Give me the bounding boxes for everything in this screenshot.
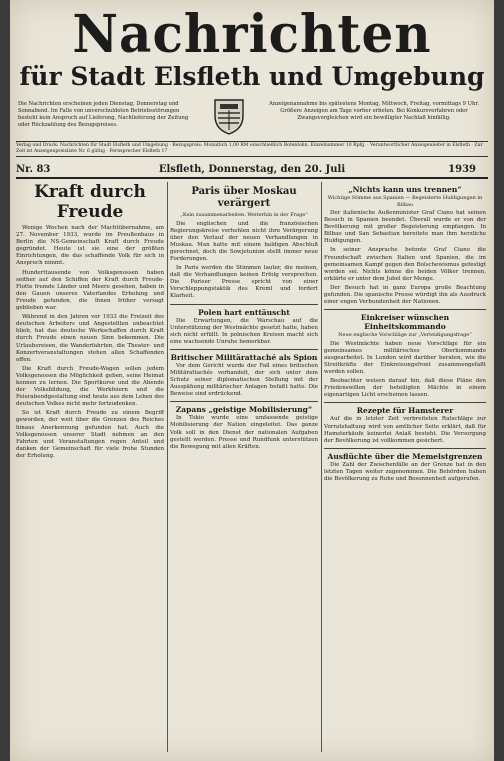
article-paragraph: Vor dem Gericht wurde der Fall eines britischen Militärattachés verhandelt, der sich unter dem Schutz seiner diplomatischen Stellung mit der Ausspähung militärischer Anlagen befaßt hatte. Die Beweise sind erdrückend. (170, 362, 318, 398)
article-paragraph: Die Erwartungen, die Warschau auf die Unterstützung der Westmächte gesetzt hatte, haben sich nicht erfüllt. In polnischen Kreisen macht sich eine wachsende Unruhe bemerkbar. (170, 317, 318, 345)
headline-nichts-kann-uns-trennen: „Nichts kann uns trennen“ (348, 185, 462, 194)
column-rule (167, 182, 168, 752)
subheadline: Wichtige Stimme aus Spanien — Begeisterte Huldigungen in Bilbao (327, 195, 483, 208)
headline-polen: Polen hart enttäuscht (198, 307, 290, 317)
town-crest-icon (212, 96, 246, 136)
divider (170, 401, 318, 402)
divider (170, 349, 318, 350)
article-paragraph: Hunderttausende von Volksgenossen haben seither auf den Schiffen der Kraft durch Freude-Flotte fremde Länder und Meere gesehen, haben in den Gauen unseres Vaterlandes Erholung und Freude gefunden, die ihnen früher versagt geblieben war. (16, 269, 164, 312)
article-paragraph: In seiner Ansprache betonte Graf Ciano die Freundschaft zwischen Italien und Spanien, die im gemeinsamen Kampf gegen den Bolschewismus gefestigt worden sei. Nichts könne die beiden Völker trennen, erklärte er unter dem Jubel der Menge. (324, 247, 486, 282)
article-paragraph: Der Besuch hat in ganz Europa große Beachtung gefunden. Die spanische Presse würdigt ihn als Ausdruck einer engen Verbundenheit der Nationen. (324, 284, 486, 306)
article-paragraph: In Tokio wurde eine umfassende geistige Mobilisierung der Nation eingeleitet. Das ganze Volk soll in den Dienst der nationalen Aufgaben gestellt werden. Presse und Rundfunk unterstützen die Bewegung mit allen Kräften. (170, 415, 318, 450)
headline-memelgrenzen: Ausflüchte über die Memelstgrenzen (327, 451, 483, 461)
info-box-left: Die Nachrichten erscheinen jeden Dienstag, Donnerstag und Sonnabend. Im Falle von unverschuldeten Betriebsstörungen besteht kein Anspruch auf Lieferung, Nachlieferung der Zeitung oder Rückzahlung des Bezugspreises. (18, 101, 189, 128)
article-paragraph: Die Westmächte haben neue Vorschläge für ein gemeinsames militärisches Oberkommando ausgearbeitet. In London wird darüber beraten, wie die Streitkräfte der Einkreisungsfront zusammengefaßt werden sollen. (324, 340, 486, 376)
article-paragraph: Die Zahl der Zwischenfälle an der Grenze hat in den letzten Tagen weiter zugenommen. Die Behörden haben die Bevölkerung zu Ruhe und Besonnenheit aufgerufen. (324, 461, 486, 483)
column-2 (170, 182, 318, 752)
issue-number: Nr. 83 (16, 164, 51, 175)
headline-militaerattache: Britischer Militärattaché als Spion (170, 352, 318, 362)
divider (324, 448, 486, 449)
article-paragraph: Der italienische Außenminister Graf Ciano hat seinen Besuch in Spanien beendet. Überall wurde er von der Bevölkerung mit großer Begeisterung empfangen. In Bilbao und San Sebastian bereitete man ihm herzliche Huldigungen. (324, 210, 486, 245)
article-paragraph: Beobachter weisen darauf hin, daß diese Pläne den Friedenswillen der beteiligten Mächte in einem eigenartigen Licht erscheinen lassen. (324, 378, 486, 399)
headline-einheitskommando: Einkreiser wünschen Einheitskommando (360, 313, 450, 332)
article-paragraph: Wenige Wochen nach der Machtübernahme, am 27. November 1933, wurde im Preußenhaus in Berlin die NS-Gemeinschaft Kraft durch Freude gegründet. Heute ist sie eine der größten Einrichtungen, die das schaffende Volk für sich in Anspruch nimmt. (16, 225, 164, 267)
headline-kraft-durch-freude: Kraft durch Freude (34, 182, 146, 222)
dateline (16, 163, 488, 179)
column-rule (321, 182, 322, 752)
column-1 (16, 182, 164, 752)
article-paragraph: Auf die in letzter Zeit verbreiteten Ratschläge zur Vorratshaltung wird von amtlicher Seite erklärt, daß für Hamsterkäufe keinerlei Anlaß besteht. Die Versorgung der Bevölkerung ist vollkommen gesichert. (324, 416, 486, 444)
subheadline: Neue englische Vorschläge zur „Verteidigungsfrage“ (338, 332, 472, 339)
article-paragraph: So ist Kraft durch Freude zu einem Begriff geworden, der weit über die Grenzen des Reiches hinaus Anerkennung gefunden hat. Auch die Volksgenossen unserer Stadt nehmen an den Fahrten und Veranstaltungen regen Anteil und danken der Gemeinschaft für viele frohe Stunden der Erholung. (16, 410, 164, 459)
column-3 (324, 182, 486, 752)
article-paragraph: Während in den Jahren vor 1933 die Freizeit des deutschen Arbeiters und Angestellten unbeachtet blieb, hat das deutsche Werkschaffen durch Kraft durch Freude einen neuen Sinn bekommen. Die Urlaubsreisen, die Wanderfahrten, die Theater- und Konzertveranstaltungen stehen allen Schaffenden offen. (16, 314, 164, 363)
masthead-title: Nachrichten (72, 2, 432, 65)
article-paragraph: Die Kraft durch Freude-Wagen sollen jedem Volksgenossen die Möglichkeit geben, seine Heimat kennen zu lernen. Die Sportkurse und die Abende der Volksbildung, die Werkfeiern und die Feierabendgestaltung sind heute aus dem Leben des deutschen Volkes nicht mehr fortzudenken. (16, 365, 164, 408)
publisher-strip: Verlag und Druck: Nachrichten für Stadt Elsfleth und Umgebung · Bezugspreis: Monatlich 1,00 RM einschließlich Botenlohn, Einzelnummer 10 Rpfg. · Verantwortlicher Anzeigenleiter in Elsfleth · Zur Zeit ist Anzeigenpreisliste Nr. 6 gültig · Fernsprecher Elsfleth 17 (16, 141, 488, 157)
place-date: Elsfleth, Donnerstag, den 20. Juli (158, 164, 346, 175)
headline-hamsterer: Rezepte für Hamsterer (356, 406, 454, 416)
divider (324, 309, 486, 310)
article-paragraph: Die englischen und die französischen Regierungskreise verhehlen nicht ihre Verärgerung über den Verlauf der neuen Verhandlungen in Moskau. Man hatte mit einem baldigen Abschluß gerechnet, doch die Sowjetunion stellt immer neue Forderungen. (170, 220, 318, 262)
subheadline: „Kein zusammenarbeiten. Weiterhin in der Frage“ (180, 212, 308, 218)
divider (324, 402, 486, 403)
headline-zapan: Zapans „geistige Mobilisierung“ (175, 405, 313, 415)
year: 1939 (448, 164, 476, 175)
newspaper-page (10, 0, 494, 761)
divider (170, 304, 318, 305)
article-paragraph: In Paris werden die Stimmen lauter, die meinen, daß die Verhandlungen keinen Erfolg versprechen. Die Pariser Presse spricht von einer Verschleppungstaktik des Kreml und fordert Klarheit. (170, 265, 318, 300)
headline-paris: Paris über Moskau verärgert (191, 186, 297, 209)
masthead-subtitle: für Stadt Elsfleth und Umgebung (19, 62, 485, 91)
info-box-right: Anzeigenannahme bis spätestens Montag, Mittwoch, Freitag, vormittags 9 Uhr. Größere Anzeigen am Tage vorher erbeten. Bei Konkursverfahren oder Zwangsvergleichen wird ein bewilligter Nachlaß hinfällig. (269, 101, 479, 121)
